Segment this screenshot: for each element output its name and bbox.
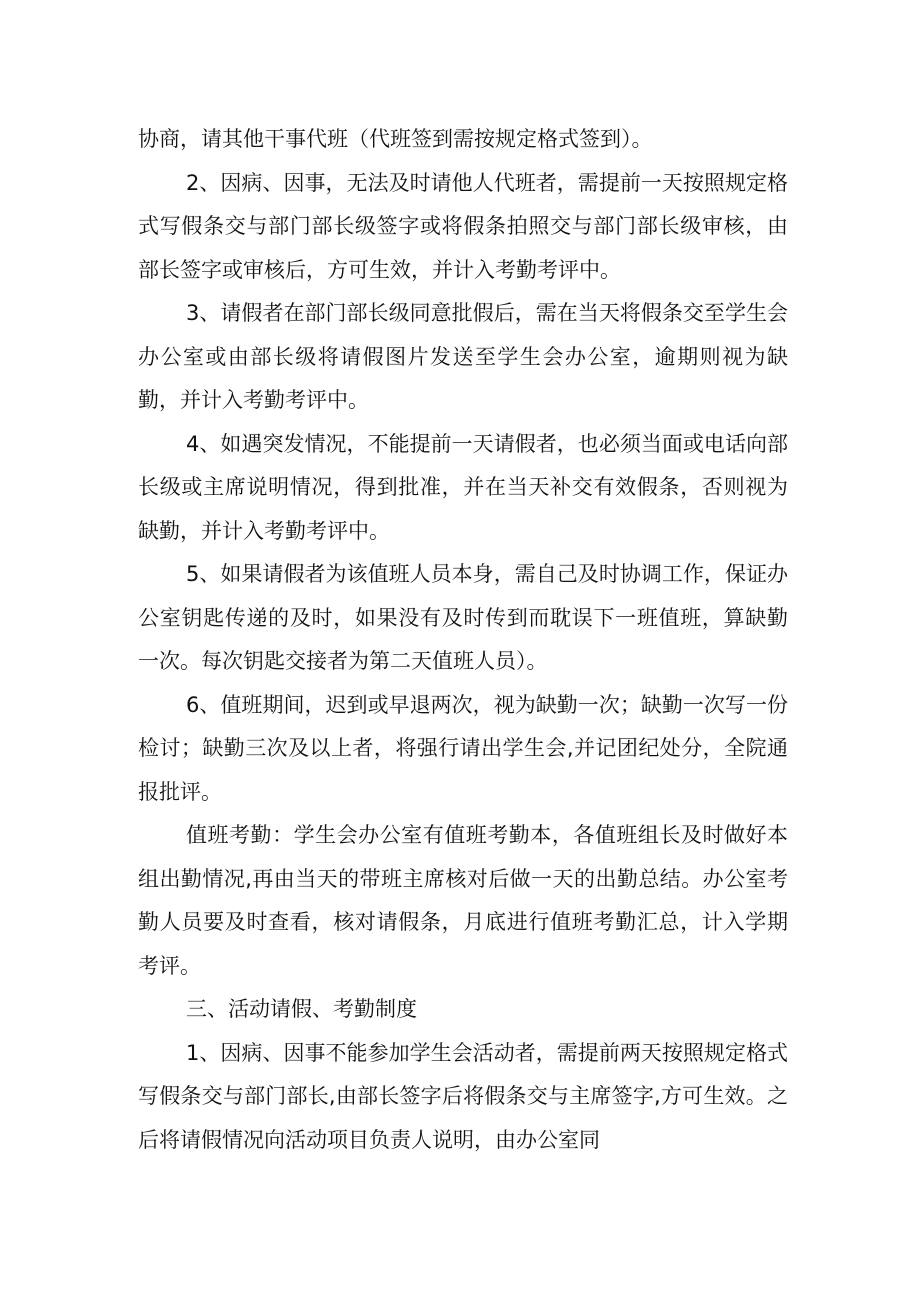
paragraph-attendance: 值班考勤：学生会办公室有值班考勤本，各值班组长及时做好本组出勤情况,再由当天的带班主席核对后做一天的出勤总结。办公室考勤人员要及时查看，核对请假条，月底进行值班考勤汇总，计入学期考评。 bbox=[138, 823, 788, 978]
document-body bbox=[138, 118, 788, 1162]
paragraph-item-3: 3、请假者在部门部长级同意批假后，需在当天将假条交至学生会办公室或由部长级将请假图片发送至学生会办公室，逾期则视为缺勤，并计入考勤考评中。 bbox=[138, 301, 788, 412]
paragraph-item-2: 2、因病、因事，无法及时请他人代班者，需提前一天按照规定格式写假条交与部门部长级签字或将假条拍照交与部门部长级审核，由部长签字或审核后，方可生效，并计入考勤考评中。 bbox=[138, 170, 788, 282]
paragraph-item-5: 5、如果请假者为该值班人员本身，需自己及时协调工作，保证办公室钥匙传递的及时，如果没有及时传到而耽误下一班值班，算缺勤一次。每次钥匙交接者为第二天值班人员）。 bbox=[138, 562, 788, 673]
section-heading-3: 三、活动请假、考勤制度 bbox=[186, 997, 417, 1021]
paragraph-continuation: 协商，请其他干事代班（代班签到需按规定格式签到）。 bbox=[138, 127, 653, 151]
paragraph-item-6: 6、值班期间，迟到或早退两次，视为缺勤一次；缺勤一次写一份检讨；缺勤三次及以上者，将强行请出学生会,并记团纪处分，全院通报批评。 bbox=[138, 692, 788, 804]
paragraph-item-4: 4、如遇突发情况，不能提前一天请假者，也必须当面或电话向部长级或主席说明情况，得到批准，并在当天补交有效假条，否则视为缺勤，并计入考勤考评中。 bbox=[138, 431, 788, 543]
paragraph-activity-item-1: 1、因病、因事不能参加学生会活动者，需提前两天按照规定格式写假条交与部门部长,由部长签字后将假条交与主席签字,方可生效。之后将请假情况向活动项目负责人说明，由办公室同 bbox=[138, 1040, 788, 1152]
